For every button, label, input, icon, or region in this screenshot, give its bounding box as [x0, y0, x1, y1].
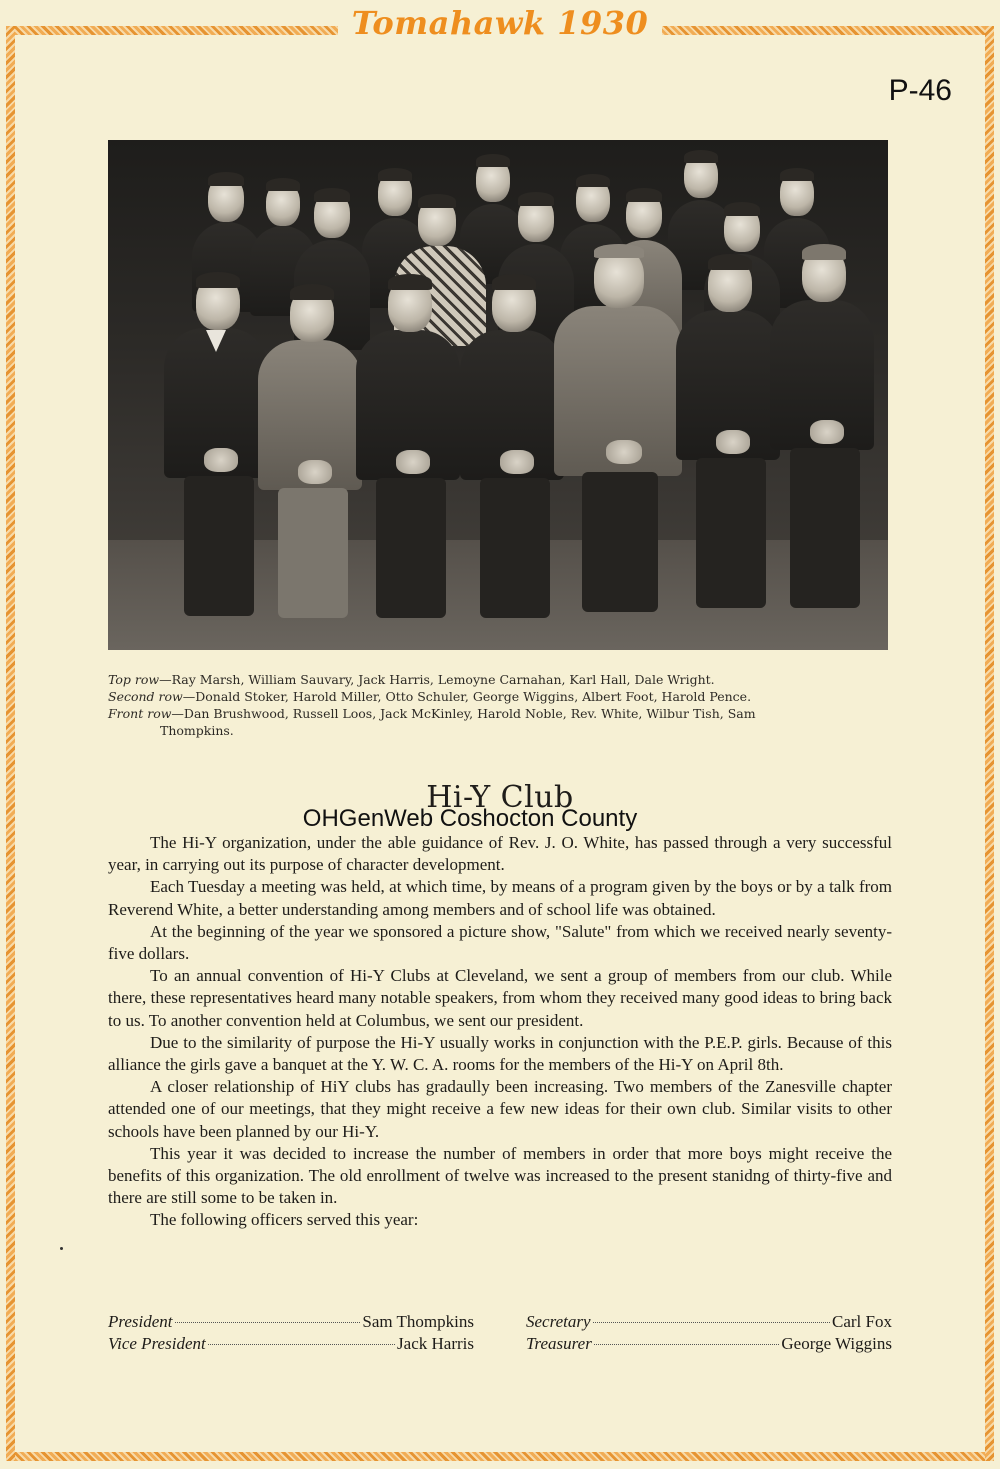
dotted-leader — [594, 1344, 780, 1345]
officer-role: Vice President — [108, 1334, 206, 1353]
officer-name: Jack Harris — [397, 1334, 474, 1353]
dotted-leader — [593, 1322, 831, 1323]
officers-row — [108, 1311, 892, 1333]
decorative-border-bottom — [14, 1452, 986, 1461]
caption-row-names: —Dan Brushwood, Russell Loos, Jack McKinley, Harold Noble, Rev. White, Wilbur Tish, Sam — [171, 706, 756, 721]
dotted-leader — [208, 1344, 395, 1345]
yearbook-title: Tomahawk 1930 — [338, 4, 663, 42]
article-paragraph: To an annual convention of Hi-Y Clubs at Cleveland, we sent a group of members from our club. While there, these representatives heard many notable speakers, from whom they received many good ideas to bring back to us. To another convention held at Columbus, we sent our president. — [108, 966, 892, 1030]
site-watermark: OHGenWeb Coshocton County — [302, 805, 638, 832]
group-photo — [108, 140, 888, 650]
officer-treasurer — [526, 1333, 892, 1355]
caption-row-label: Top row — [108, 672, 160, 687]
dotted-leader — [175, 1322, 361, 1323]
caption-top-row — [108, 671, 892, 688]
decorative-border-right — [985, 26, 994, 1461]
officers-list — [108, 1311, 892, 1355]
caption-front-row — [108, 705, 892, 722]
article-paragraph: The Hi-Y organization, under the able guidance of Rev. J. O. White, has passed through a very successful year, in carrying out its purpose of character development. — [108, 833, 892, 875]
caption-row-label: Second row — [108, 689, 183, 704]
officer-role: Treasurer — [526, 1334, 592, 1353]
officers-row — [108, 1333, 892, 1355]
caption-second-row — [108, 688, 892, 705]
stray-mark — [60, 1247, 63, 1250]
page-number: P-46 — [888, 74, 952, 107]
article-paragraph: Each Tuesday a meeting was held, at which time, by means of a program given by the boys or by a talk from Reverend White, a better understanding among members and of school life was obtained. — [108, 877, 892, 919]
officer-role: Secretary — [526, 1312, 591, 1331]
article-paragraph: Due to the similarity of purpose the Hi-Y usually works in conjunction with the P.E.P. girls. Because of this alliance the girls gave a banquet at the Y. W. C. A. rooms for the members of the Hi-Y on April 8th. — [108, 1032, 892, 1075]
caption-front-row-continued: Thompkins. — [160, 723, 234, 738]
article-paragraph: A closer relationship of HiY clubs has gradaully been increasing. Two members of the Zanesville chapter attended one of our meetings, that they might receive a few new ideas for their own club. Similar visits to other schools have been planned by our Hi-Y. — [108, 1077, 892, 1141]
photo-caption — [108, 671, 892, 739]
officer-name: Carl Fox — [832, 1312, 892, 1331]
decorative-border-left — [6, 26, 15, 1461]
caption-row-label: Front row — [108, 706, 172, 721]
caption-row-names: —Ray Marsh, William Sauvary, Jack Harris, Lemoyne Carnahan, Karl Hall, Dale Wright. — [159, 672, 715, 687]
officer-name: George Wiggins — [781, 1334, 892, 1353]
officer-vice-president — [108, 1333, 474, 1355]
officer-president — [108, 1311, 474, 1333]
article-paragraph: At the beginning of the year we sponsored a picture show, "Salute" from which we received nearly seventy-five dollars. — [108, 921, 892, 964]
caption-row-names: —Donald Stoker, Harold Miller, Otto Schuler, George Wiggins, Albert Foot, Harold Pence. — [182, 689, 752, 704]
article-title: Hi-Y Club — [426, 780, 574, 815]
officer-secretary — [526, 1311, 892, 1333]
officer-role: President — [108, 1312, 173, 1331]
article-paragraph: The following officers served this year: — [150, 1210, 419, 1230]
officer-name: Sam Thompkins — [362, 1312, 474, 1331]
yearbook-header — [0, 4, 1000, 42]
article-body — [108, 832, 892, 1232]
article-paragraph: This year it was decided to increase the number of members in order that more boys might receive the benefits of this organization. The old enrollment of twelve was increased to the present stanidng of thirty-five and there are still some to be taken in. — [108, 1143, 892, 1208]
